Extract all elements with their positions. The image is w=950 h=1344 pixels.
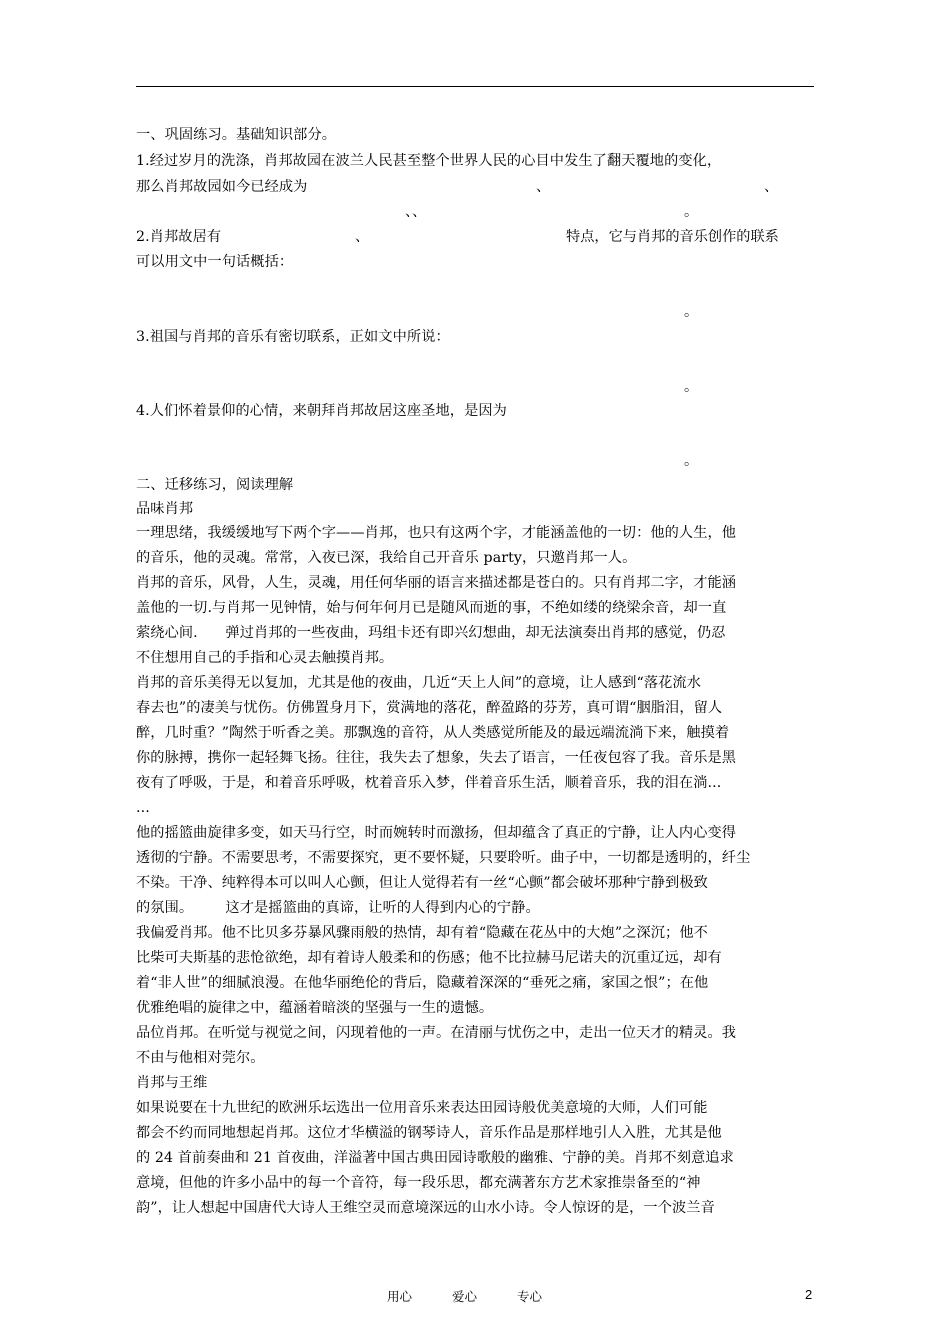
article1-line: 醉，几时重？”陶然于听香之美。那飘逸的音符，从人类感觉所能及的最远端流淌下来，触摸着 bbox=[136, 725, 730, 741]
article1-line: 一理思绪，我缓缓地写下两个字——肖邦，也只有这两个字，才能涵盖他的一切：他的人生，他 bbox=[136, 525, 737, 541]
article2-line: 意境，但他的许多小品中的每一个音符，每一段乐思，都充满著东方艺术家推崇备至的“神 bbox=[136, 1175, 701, 1191]
article1-line: 不染。干净、纯粹得本可以叫人心颤，但让人觉得若有一丝“心颤”都会破坏那种宁静到极致 bbox=[136, 875, 708, 891]
article2-line: 的 24 首前奏曲和 21 首夜曲，洋溢著中国古典田园诗歌般的幽雅、宁静的美。肖邦不刻意追求 bbox=[136, 1150, 734, 1166]
footer-item: 用心 bbox=[387, 1289, 413, 1304]
article2-line: 都会不约而同地想起肖邦。这位才华横溢的钢琴诗人，音乐作品是那样地引人入胜，尤其是他 bbox=[136, 1125, 722, 1141]
header-rule bbox=[136, 86, 814, 87]
article1-line: ... bbox=[136, 800, 150, 816]
q2-line2: 可以用文中一句话概括： bbox=[136, 254, 294, 270]
q4-end: 。 bbox=[684, 453, 699, 469]
q2-end: 。 bbox=[684, 304, 699, 320]
article1-line: 品位肖邦。在听觉与视觉之间，闪现着他的一声。在清丽与忧伤之中，走出一位天才的精灵。我 bbox=[136, 1025, 737, 1041]
article1-line: 的音乐，他的灵魂。常常，入夜已深，我给自己开音乐 party，只邀肖邦一人。 bbox=[136, 550, 637, 566]
article2-line: 韵”，让人想起中国唐代大诗人王维空灵而意境深远的山水小诗。令人惊讶的是，一个波兰音 bbox=[136, 1200, 715, 1216]
q1-separator-b: 、 bbox=[764, 179, 779, 195]
q1-separator-c: 、、 bbox=[405, 204, 427, 220]
section1-heading: 一、巩固练习。基础知识部分。 bbox=[136, 127, 337, 143]
q3-end: 。 bbox=[684, 379, 699, 395]
q2-line1: 2.肖邦故居有 bbox=[136, 229, 222, 245]
article1-line: 你的脉搏，携你一起轻舞飞扬。往往，我失去了想象，失去了语言，一任夜包容了我。音乐是黑 bbox=[136, 750, 737, 766]
section2-heading: 二、迁移练习，阅读理解 bbox=[136, 477, 294, 493]
article1-line: 的氛围。 这才是摇篮曲的真谛，让听的人得到内心的宁静。 bbox=[136, 900, 540, 916]
page-footer bbox=[387, 1287, 578, 1305]
article1-line: 透彻的宁静。不需要思考，不需要探究，更不要怀疑，只要聆听。曲子中，一切都是透明的，纤尘 bbox=[136, 850, 751, 866]
article1-title: 品味肖邦 bbox=[136, 501, 194, 517]
page-number: 2 bbox=[805, 1287, 813, 1302]
article1-line: 盖他的一切.与肖邦一见钟情，始与何年何月已是随风而逝的事，不绝如缕的绕梁余音，却一直 bbox=[136, 600, 727, 616]
q2-line1-tail: 特点，它与肖邦的音乐创作的联系 bbox=[566, 229, 779, 245]
q2-separator: 、 bbox=[355, 229, 370, 245]
article1-line: 我偏爱肖邦。他不比贝多芬暴风骤雨般的热情，却有着“隐藏在花丛中的大炮”之深沉；他不 bbox=[136, 925, 708, 941]
article1-line: 优雅绝唱的旋律之中，蕴涵着暗淡的坚强与一生的遗憾。 bbox=[136, 1000, 494, 1016]
q1-end: 。 bbox=[684, 204, 699, 220]
article1-line: 肖邦的音乐，风骨，人生，灵魂，用任何华丽的语言来描述都是苍白的。只有肖邦二字，才能涵 bbox=[136, 575, 737, 591]
article2-line: 如果说要在十九世纪的欧洲乐坛选出一位用音乐来表达田园诗般优美意境的大师，人们可能 bbox=[136, 1100, 708, 1116]
q1-separator-a: 、 bbox=[536, 179, 551, 195]
q1-line2: 那么肖邦故园如今已经成为 bbox=[136, 179, 308, 195]
footer-item: 爱心 bbox=[452, 1289, 478, 1304]
article1-line: 不住想用自己的手指和心灵去触摸肖邦。 bbox=[136, 650, 394, 666]
article1-line: 夜有了呼吸，于是，和着音乐呼吸，枕着音乐入梦，伴着音乐生活，顺着音乐，我的泪在淌... bbox=[136, 775, 722, 791]
article1-line: 肖邦的音乐美得无以复加，尤其是他的夜曲，几近“天上人间”的意境，让人感到“落花流水 bbox=[136, 675, 701, 691]
article1-line: 他的摇篮曲旋律多变，如天马行空，时而婉转时而激扬，但却蕴含了真正的宁静，让人内心变得 bbox=[136, 825, 737, 841]
q1-line1: 1.经过岁月的洗涤，肖邦故园在波兰人民甚至整个世界人民的心目中发生了翻天覆地的变化， bbox=[136, 153, 722, 169]
article1-line: 着“非人世”的细腻浪漫。在他华丽绝伦的背后，隐藏着深深的“垂死之痛，家国之恨”；在他 bbox=[136, 975, 709, 991]
article2-title: 肖邦与王维 bbox=[136, 1075, 208, 1091]
article1-line: 比柴可夫斯基的悲怆欲绝，却有着诗人般柔和的伤感；他不比拉赫马尼诺夫的沉重辽远，却有 bbox=[136, 950, 722, 966]
article1-line: 不由与他相对莞尔。 bbox=[136, 1050, 265, 1066]
q4-line1: 4.人们怀着景仰的心情，来朝拜肖邦故居这座圣地，是因为 bbox=[136, 403, 507, 419]
article1-line: 春去也”的凄美与忧伤。仿佛置身月下，赏满地的落花，醉盈路的芬芳，真可谓“胭脂泪，留人 bbox=[136, 700, 723, 716]
q3-line1: 3.祖国与肖邦的音乐有密切联系，正如文中所说： bbox=[136, 329, 450, 345]
footer-item: 专心 bbox=[517, 1289, 543, 1304]
article1-line: 萦绕心间. 弹过肖邦的一些夜曲，玛组卡还有即兴幻想曲，却无法演奏出肖邦的感觉，仍忍 bbox=[136, 625, 726, 641]
